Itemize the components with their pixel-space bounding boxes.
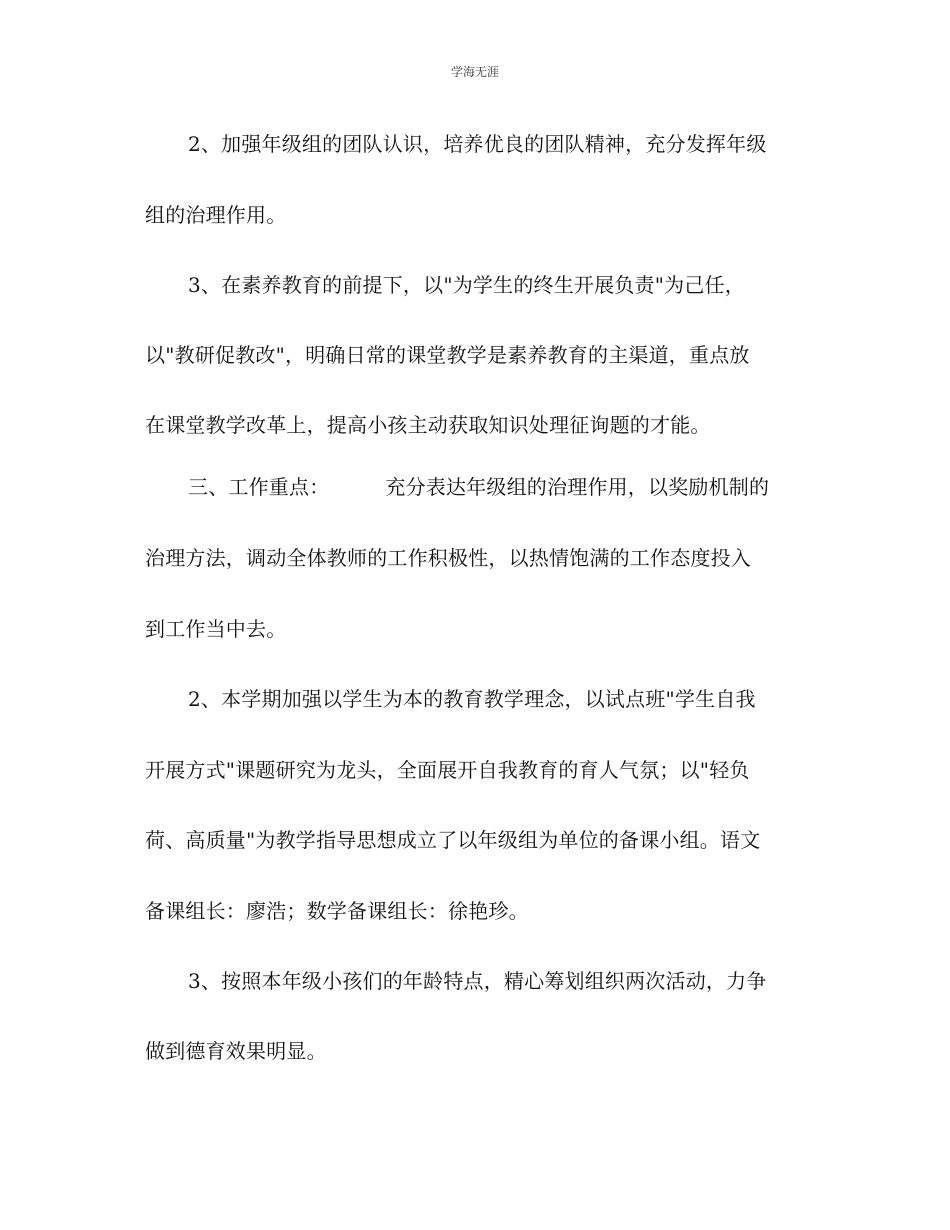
paragraph-line bbox=[188, 475, 769, 499]
paragraph-line: 2、加强年级组的团队认识，培养优良的团队精神，充分发挥年级 bbox=[188, 132, 767, 156]
paragraph-line: 做到德育效果明显。 bbox=[145, 1039, 327, 1063]
paragraph-line: 治理方法，调动全体教师的工作积极性，以热情饱满的工作态度投入 bbox=[145, 546, 751, 570]
paragraph-line: 备课组长：廖浩；数学备课组长：徐艳珍。 bbox=[145, 899, 529, 923]
paragraph-line: 到工作当中去。 bbox=[145, 617, 287, 641]
paragraph-line: 组的治理作用。 bbox=[145, 203, 287, 227]
paragraph-line: 3、按照本年级小孩们的年龄特点，精心筹划组织两次活动，力争 bbox=[188, 969, 767, 993]
paragraph-line: 在课堂教学改革上，提高小孩主动获取知识处理征询题的才能。 bbox=[145, 413, 711, 437]
section-text: 充分表达年级组的治理作用，以奖励机制的 bbox=[385, 475, 770, 499]
page-header: 学海无涯 bbox=[450, 65, 499, 79]
section-heading: 三、工作重点： bbox=[188, 475, 330, 499]
paragraph-line: 以"教研促教改"，明确日常的课堂教学是素养教育的主渠道，重点放 bbox=[145, 343, 750, 367]
paragraph-line: 开展方式"课题研究为龙头，全面展开自我教育的育人气氛；以"轻负 bbox=[145, 758, 750, 782]
paragraph-line: 3、在素养教育的前提下，以"为学生的终生开展负责"为己任， bbox=[188, 273, 745, 297]
paragraph-line: 荷、高质量"为教学指导思想成立了以年级组为单位的备课小组。语文 bbox=[145, 828, 761, 852]
paragraph-line: 2、本学期加强以学生为本的教育教学理念，以试点班"学生自我 bbox=[188, 687, 756, 711]
